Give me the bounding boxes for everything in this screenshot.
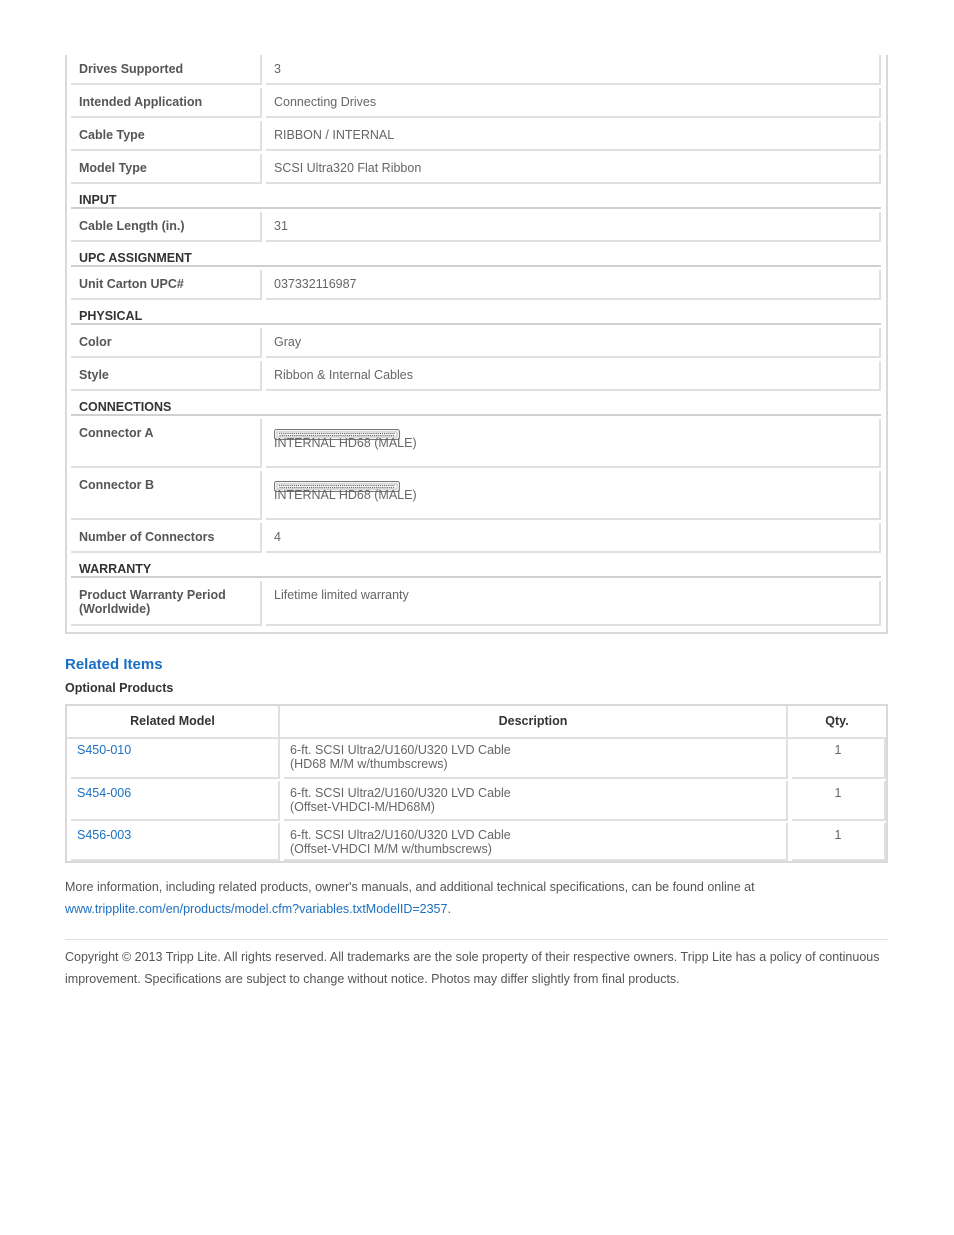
- column-header-model: Related Model: [67, 706, 280, 737]
- spec-label: Cable Length (in.): [71, 212, 262, 242]
- table-row: [67, 781, 886, 821]
- spec-label: Connector B: [71, 471, 262, 520]
- spec-value: Connecting Drives: [266, 88, 881, 118]
- description-line: 6-ft. SCSI Ultra2/U160/U320 LVD Cable: [290, 828, 511, 842]
- spec-value: [266, 419, 881, 468]
- section-header-input: INPUT: [71, 187, 881, 209]
- related-description: [284, 781, 788, 821]
- spec-label: Cable Type: [71, 121, 262, 151]
- spec-row: [67, 154, 886, 184]
- spec-row: [67, 523, 886, 553]
- spec-label: Unit Carton UPC#: [71, 270, 262, 300]
- related-qty: 1: [792, 781, 886, 821]
- related-qty: 1: [792, 823, 886, 861]
- description-line: (Offset-VHDCI-M/HD68M): [290, 800, 435, 814]
- spec-value: 31: [266, 212, 881, 242]
- related-description: [284, 738, 788, 779]
- more-info-paragraph: [65, 876, 888, 920]
- description-line: 6-ft. SCSI Ultra2/U160/U320 LVD Cable: [290, 743, 511, 757]
- connector-label: INTERNAL HD68 (MALE): [274, 436, 417, 450]
- spec-row: [67, 270, 886, 300]
- related-qty: 1: [792, 738, 886, 779]
- related-items-heading: Related Items: [65, 656, 163, 673]
- spec-label: Product Warranty Period (Worldwide): [71, 581, 262, 626]
- section-header-connections: CONNECTIONS: [71, 394, 881, 416]
- product-page-link[interactable]: www.tripplite.com/en/products/model.cfm?variables.txtModelID=2357: [65, 902, 448, 916]
- link-suffix: .: [447, 902, 451, 916]
- table-row: [67, 738, 886, 779]
- spec-label: Drives Supported: [71, 55, 262, 85]
- footer-divider: [65, 939, 888, 940]
- spec-value: Lifetime limited warranty: [266, 581, 881, 626]
- description-line: (Offset-VHDCI M/M w/thumbscrews): [290, 842, 492, 856]
- spec-value: 037332116987: [266, 270, 881, 300]
- spec-value: SCSI Ultra320 Flat Ribbon: [266, 154, 881, 184]
- spec-row-connector-a: [67, 419, 886, 468]
- optional-products-heading: Optional Products: [65, 681, 174, 695]
- spec-value: Ribbon & Internal Cables: [266, 361, 881, 391]
- spec-row: [67, 212, 886, 242]
- more-info-text: More information, including related products, owner's manuals, and additional technical specifications, can be found online at: [65, 880, 755, 894]
- spec-row: [67, 581, 886, 626]
- table-header-row: [67, 706, 886, 739]
- spec-row: [67, 121, 886, 151]
- spec-label: Color: [71, 328, 262, 358]
- section-header-upc: UPC ASSIGNMENT: [71, 245, 881, 267]
- spec-value: 4: [266, 523, 881, 553]
- spec-label: Style: [71, 361, 262, 391]
- description-line: (HD68 M/M w/thumbscrews): [290, 757, 448, 771]
- section-header-warranty: WARRANTY: [71, 556, 881, 578]
- section-header-physical: PHYSICAL: [71, 303, 881, 325]
- related-model-link[interactable]: S456-003: [71, 823, 280, 861]
- more-info-link-line: [65, 898, 888, 920]
- related-products-table: [65, 704, 888, 863]
- spec-row-connector-b: [67, 471, 886, 520]
- table-row: [67, 823, 886, 861]
- related-description: [284, 823, 788, 861]
- column-header-qty: Qty.: [825, 714, 849, 728]
- column-header-description: Description: [280, 706, 788, 737]
- spec-row: [67, 361, 886, 391]
- related-model-link[interactable]: S454-006: [71, 781, 280, 821]
- spec-label: Intended Application: [71, 88, 262, 118]
- spec-label: Number of Connectors: [71, 523, 262, 553]
- spec-value: RIBBON / INTERNAL: [266, 121, 881, 151]
- spec-row: [67, 88, 886, 118]
- description-line: 6-ft. SCSI Ultra2/U160/U320 LVD Cable: [290, 786, 511, 800]
- spec-row: [67, 55, 886, 85]
- connector-label: INTERNAL HD68 (MALE): [274, 488, 417, 502]
- spec-value: 3: [266, 55, 881, 85]
- related-model-link[interactable]: S450-010: [71, 738, 280, 779]
- spec-table: [65, 55, 888, 634]
- spec-label: Model Type: [71, 154, 262, 184]
- spec-label: Connector A: [71, 419, 262, 468]
- spec-row: [67, 328, 886, 358]
- spec-value: Gray: [266, 328, 881, 358]
- copyright-notice: Copyright © 2013 Tripp Lite. All rights reserved. All trademarks are the sole property of their respective owners. Tripp Lite has a policy of continuous improvement. Specifications are subject to change without notice. Photos may differ slightly from final products.: [65, 950, 880, 986]
- spec-value: [266, 471, 881, 520]
